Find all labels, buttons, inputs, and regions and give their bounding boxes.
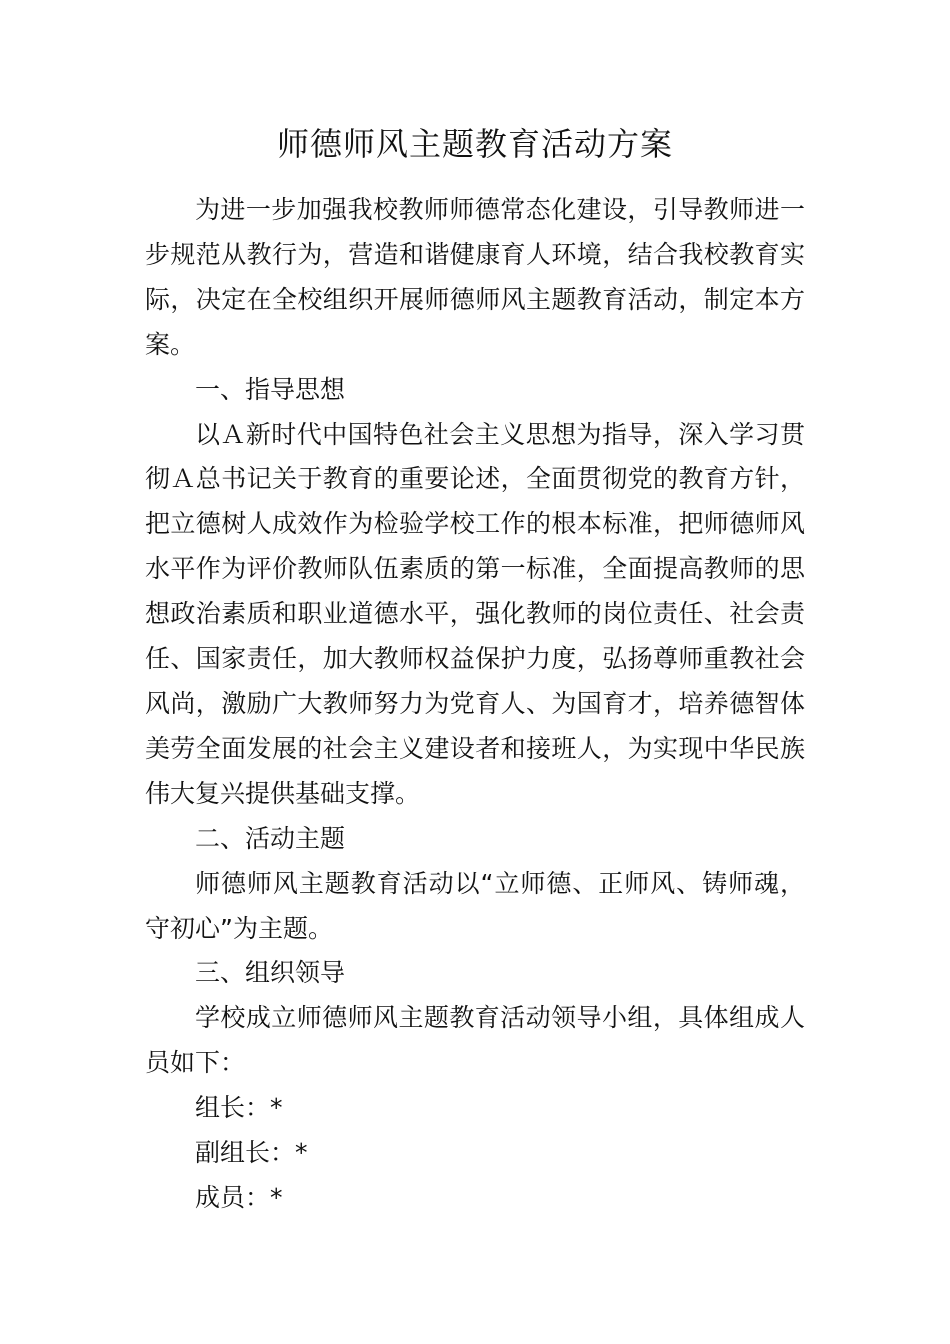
section-heading-guiding-ideology: 一、指导思想 [195,374,346,404]
section-heading-activity-theme: 二、活动主题 [195,823,346,853]
document-body [145,188,805,1221]
members-line: 成员：* [195,1182,283,1212]
organization-paragraph: 学校成立师德师风主题教育活动领导小组，具体组成人员如下： [145,1003,805,1078]
deputy-leader-line: 副组长：* [195,1138,308,1168]
guiding-ideology-paragraph: 以Ａ新时代中国特色社会主义思想为指导，深入学习贯彻Ａ总书记关于教育的重要论述，全面贯彻党的教育方针，把立德树人成效作为检验学校工作的根本标准，把师德师风水平作为评价教师队伍素质的第一标准，全面提高教师的思想政治素质和职业道德水平，强化教师的岗位责任、社会责任、国家责任，加大教师权益保护力度，弘扬尊师重教社会风尚，激励广大教师努力为党育人、为国育才，培养德智体美劳全面发展的社会主义建设者和接班人，为实现中华民族伟大复兴提供基础支撑。 [145,419,805,808]
activity-theme-paragraph: 师德师风主题教育活动以“立师德、正师风、铸师魂，守初心”为主题。 [145,868,805,943]
intro-paragraph: 为进一步加强我校教师师德常态化建设，引导教师进一步规范从教行为，营造和谐健康育人环境，结合我校教育实际，决定在全校组织开展师德师风主题教育活动，制定本方案。 [145,195,805,359]
section-heading-organization: 三、组织领导 [195,958,346,988]
document-title: 师德师风主题教育活动方案 [276,125,673,163]
group-leader-line: 组长：* [195,1093,283,1123]
